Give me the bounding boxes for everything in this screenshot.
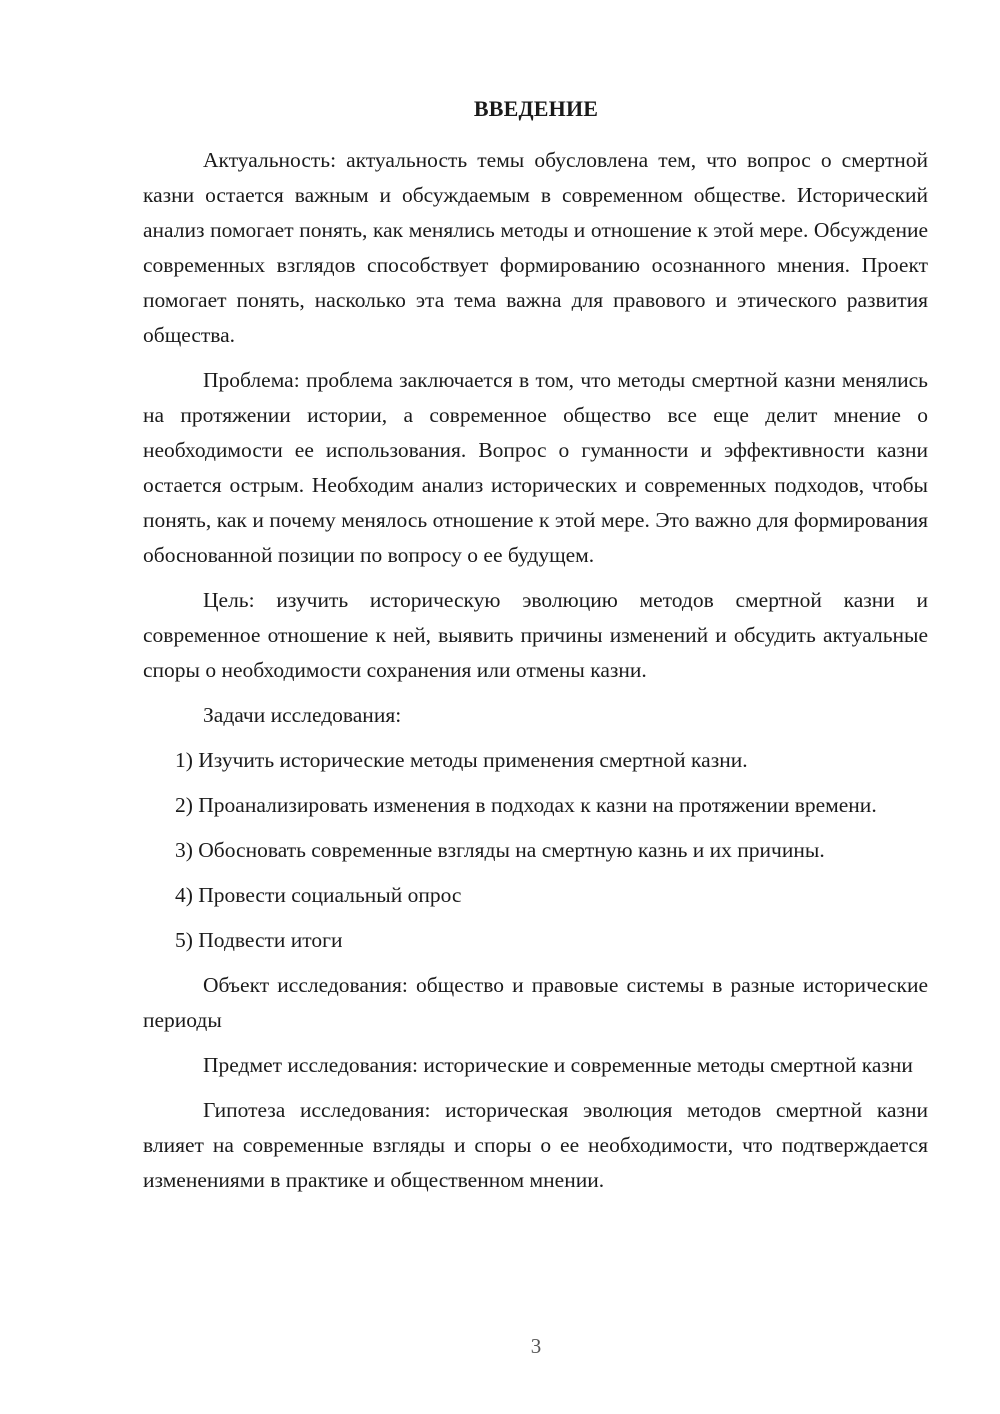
- list-item-task-5: 5) Подвести итоги: [175, 928, 343, 952]
- page-number: 3: [530, 1334, 542, 1358]
- list-item-task-2: 2) Проанализировать изменения в подходах к казни на протяжении времени.: [175, 793, 877, 817]
- paragraph-problem: Проблема: проблема заключается в том, что методы смертной казни менялись на протяжении истории, а современное общество все еще делит мнение о необходимости ее использования. Вопрос о гуманности и эффективности казни остается острым. Необходим анализ исторических и современных подходов, чтобы понять, как и почему менялось отношение к этой мере. Это важно для формирования обоснованной позиции по вопросу о ее будущем.: [143, 368, 928, 567]
- list-item-task-1: 1) Изучить исторические методы применения смертной казни.: [175, 748, 748, 772]
- tasks-title: Задачи исследования:: [203, 703, 402, 727]
- paragraph-object: Объект исследования: общество и правовые системы в разные исторические периоды: [143, 973, 928, 1032]
- list-item-task-3: 3) Обосновать современные взгляды на смертную казнь и их причины.: [175, 838, 825, 862]
- paragraph-hypothesis: Гипотеза исследования: историческая эволюция методов смертной казни влияет на современные взгляды и споры о ее необходимости, что подтверждается изменениями в практике и общественном мнении.: [143, 1098, 928, 1192]
- paragraph-goal: Цель: изучить историческую эволюцию методов смертной казни и современное отношение к ней, выявить причины изменений и обсудить актуальные споры о необходимости сохранения или отмены казни.: [143, 588, 928, 682]
- document-body: [143, 143, 928, 1208]
- paragraph-relevance: Актуальность: актуальность темы обусловлена тем, что вопрос о смертной казни остается важным и обсуждаемым в современном обществе. Исторический анализ помогает понять, как менялись методы и отношение к этой мере. Обсуждение современных взглядов способствует формированию осознанного мнения. Проект помогает понять, насколько эта тема важна для правового и этического развития общества.: [143, 148, 928, 347]
- list-item-task-4: 4) Провести социальный опрос: [175, 883, 462, 907]
- page-title: ВВЕДЕНИЕ: [473, 96, 599, 121]
- paragraph-subject: Предмет исследования: исторические и современные методы смертной казни: [203, 1053, 913, 1077]
